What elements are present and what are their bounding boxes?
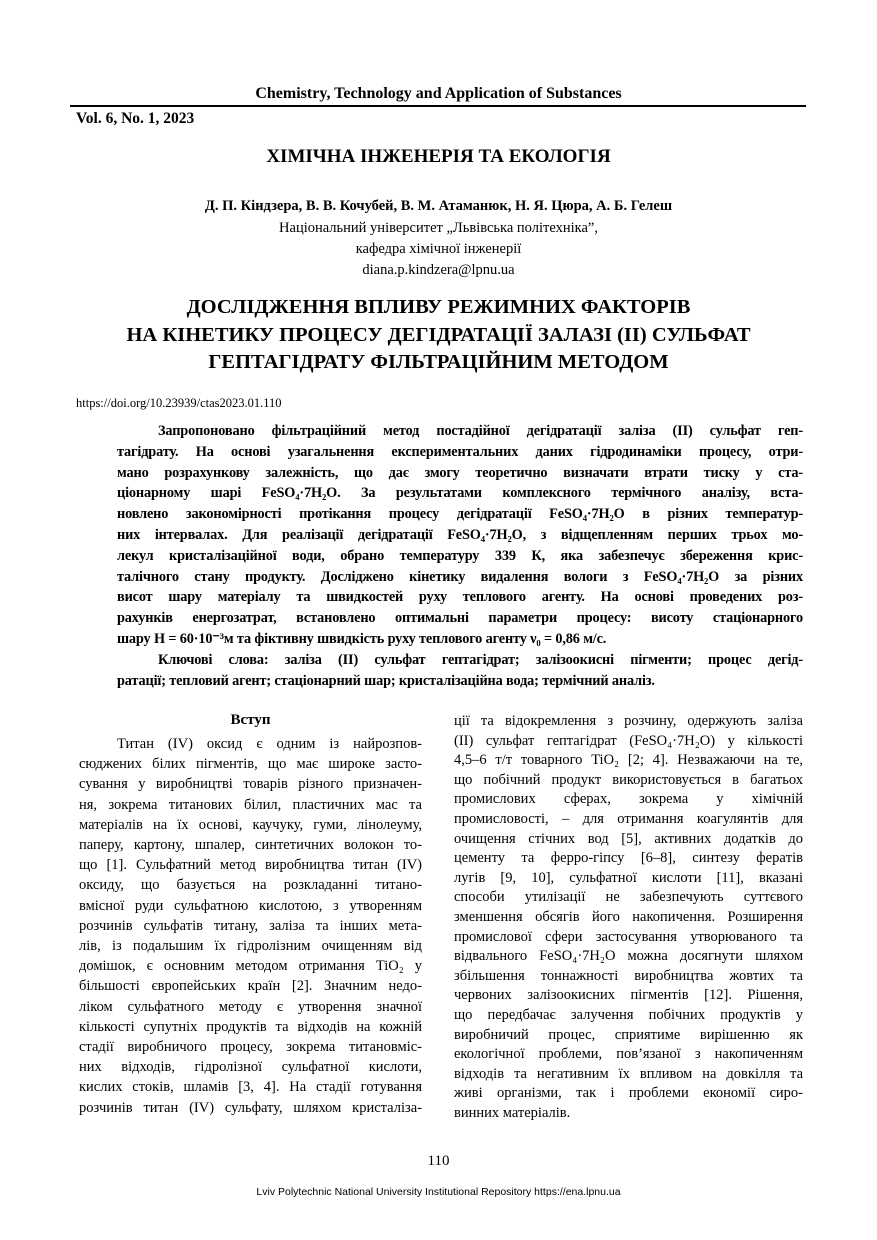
text-line: мано розрахункову залежність, що дає змогу теоретично визначати втрати тиску у ста- [117,464,803,481]
text-line: лекул кристалізаційної води, обрано температуру 339 К, яка забезпечує збереження крис- [117,547,803,564]
text-line: розчинів титан (IV) сульфату, шляхом кристаліза- [79,1099,422,1116]
page-number: 110 [427,1153,450,1169]
title-line: НА КІНЕТИКУ ПРОЦЕСУ ДЕГІДРАТАЦІЇ ЗАЛАЗІ (II) СУЛЬФАТ [126,323,751,346]
repository-footer: Lviv Polytechnic National University Institutional Repository https://ena.lpnu.ua [256,1186,621,1198]
text-line: червоних залізоокисних пігментів [12]. Рішення, [454,987,803,1004]
text-line: ня, зокрема титанових білил, пластичних мас та [79,796,422,813]
text-line: лів, із подальшим їх гідролізним очищенням від [79,938,422,955]
text-line: 4,5–6 т/т товарного TiO₂ [2; 4]. Незважаючи на те, [454,752,803,769]
text-line: лугів [9, 10], сульфатної кислоти [11], вказані [454,869,803,886]
text-line: рахунків енергозатрат, встановлено оптимальні параметри процесу: висоту стаціонарного [117,610,803,627]
text-line: оксиду, що базується на розкладанні титано- [79,877,422,894]
paragraph [117,421,803,650]
text-line: способи утилізації не забезпечують суттєвого [454,889,803,906]
text-line: (II) сульфат гептагідрат (FeSO₄·7H₂O) у кількості [454,732,803,749]
text-line: промисловості, – для отримання коагулянтів для [454,810,803,827]
text-line: екологічної проблеми, пов’язаної з накопиченням [454,1046,803,1063]
text-line: Запропоновано фільтраційний метод постадійної дегідратації заліза (II) сульфат геп- [158,423,803,439]
right-column-text [454,712,803,1123]
text-line: кислих стоків, шламів [3, 4]. На стадії готування [79,1079,422,1096]
paragraph [79,734,422,1118]
text-line: відвального FeSO₄·7H₂O можна досягнути шляхом [454,948,803,965]
affiliation [0,218,877,281]
text-line: винних матеріалів. [454,1104,571,1121]
authors: Д. П. Кіндзера, В. В. Кочубей, В. М. Атаманюк, Н. Я. Цюра, А. Б. Гелеш [204,198,673,214]
text-line: більшості європейських країн [2]. Значним недо- [79,978,422,995]
text-line: Титан (IV) оксид є одним із найрозпов- [117,736,422,752]
text-line: сування у виробництві товарів різного призначен- [79,776,422,793]
text-line: що побічний продукт використовується в багатьох [454,771,803,788]
text-line: новлено закономірності протікання процесу дегідратації FeSO₄·7H₂O в різних температур- [117,506,803,523]
text-line: ратації; тепловий агент; стаціонарний шар; кристалізаційна вода; термічний аналіз. [117,672,655,689]
text-line: стадії виробничого процесу, зокрема титановміс- [79,1039,422,1056]
text-line: що [1]. Сульфатний метод виробництва титан (IV) [79,857,422,874]
text-line: матеріалів на їх основі, каучуку, гуми, лінолеуму, [79,816,422,833]
text-line: тагідрату. На основі узагальнення експериментальних даних гідродинаміки процесу, отри- [117,443,803,460]
text-line: висот шару матеріалу та швидкостей руху теплового агенту. На основі проведених роз- [117,589,803,606]
text-line: живі організми, так і проблеми економії сиро- [454,1085,803,1102]
text-line: них інтервалах. Для реалізації дегідратації FeSO₄·7H₂O, з відщепленням перших трьох мо- [117,526,803,543]
text-line: шару H = 60·10⁻³м та фіктивну швидкість руху теплового агенту ν₀ = 0,86 м/с. [117,630,607,647]
text-line: збільшення тоннажності виробництва жовтих та [454,967,803,984]
department: кафедра хімічної інженерії [355,241,522,257]
text-line: них відходів, гідролізної сульфатної кислоти, [79,1059,422,1076]
text-line: очищення стічних вод [5], активних додатків до [454,830,803,847]
text-line: цементу та ферро-гіпсу [6–8], синтезу ферaтів [454,850,803,867]
text-line: сюджених білих пігментів, що має широке засто- [79,756,422,773]
email-link[interactable]: diana.p.kindzera@lpnu.ua [362,262,515,278]
section-heading: ХІМІЧНА ІНЖЕНЕРІЯ ТА ЕКОЛОГІЯ [266,146,611,167]
text-line: паперу, картону, шпалер, синтетичних волокон то- [79,837,422,854]
text-line: Ключові слова: заліза (II) сульфат гептагідрат; залізоокисні пігменти; процес дегід- [158,651,803,668]
text-line: що передбачає залучення побічних продуктів у [454,1006,803,1023]
university: Національний університет „Львівська політехніка”, [279,220,598,236]
text-line: промислових сферах, зокрема у хімічній [454,791,803,808]
text-line: домішок, є основним методом отримання TiO₂ у [79,958,422,975]
title-line: ГЕПТАГІДРАТУ ФІЛЬТРАЦІЙНИМ МЕТОДОМ [208,351,669,373]
text-line: ліком сульфатного методу є утворення значної [79,998,422,1015]
volume-info: Vol. 6, No. 1, 2023 [76,110,195,127]
article-title [0,294,877,377]
paragraph [117,650,803,692]
text-line: ції та відокремлення з розчину, одержують заліза [454,713,803,729]
text-line: талічного стану продукту. Досліджено кінетику видалення вологи з FeSO₄·7H₂O за різних [117,568,803,585]
paragraph [454,712,803,1123]
text-line: вмісної руди сульфатною кислотою, з утворенням [79,897,422,914]
journal-title: Chemistry, Technology and Application of Substances [255,85,622,102]
text-line: ціонарному шарі FeSO₄·7H₂O. За результатами комплексного термічного аналізу, вста- [117,485,803,502]
header-rule [70,105,806,107]
text-line: розчинів сульфатів титану, заліза та інших мета- [79,917,422,934]
abstract [117,421,803,691]
intro-heading: Вступ [230,712,271,728]
text-line: промислової сфери застосування утворюваного та [454,928,803,945]
title-line: ДОСЛІДЖЕННЯ ВПЛИВУ РЕЖИМНИХ ФАКТОРІВ [186,296,691,318]
doi-link[interactable]: https://doi.org/10.23939/ctas2023.01.110 [76,396,282,410]
left-column-text [79,734,422,1118]
text-line: кількості супутніх продуктів та відходів на кожній [79,1018,422,1035]
text-line: відходів та негативним їх впливом на довкілля та [454,1065,803,1082]
text-line: зменшення обсягів його накопичення. Розширення [454,908,803,925]
text-line: виробничий процес, сприятиме вирішенню як [454,1026,803,1043]
